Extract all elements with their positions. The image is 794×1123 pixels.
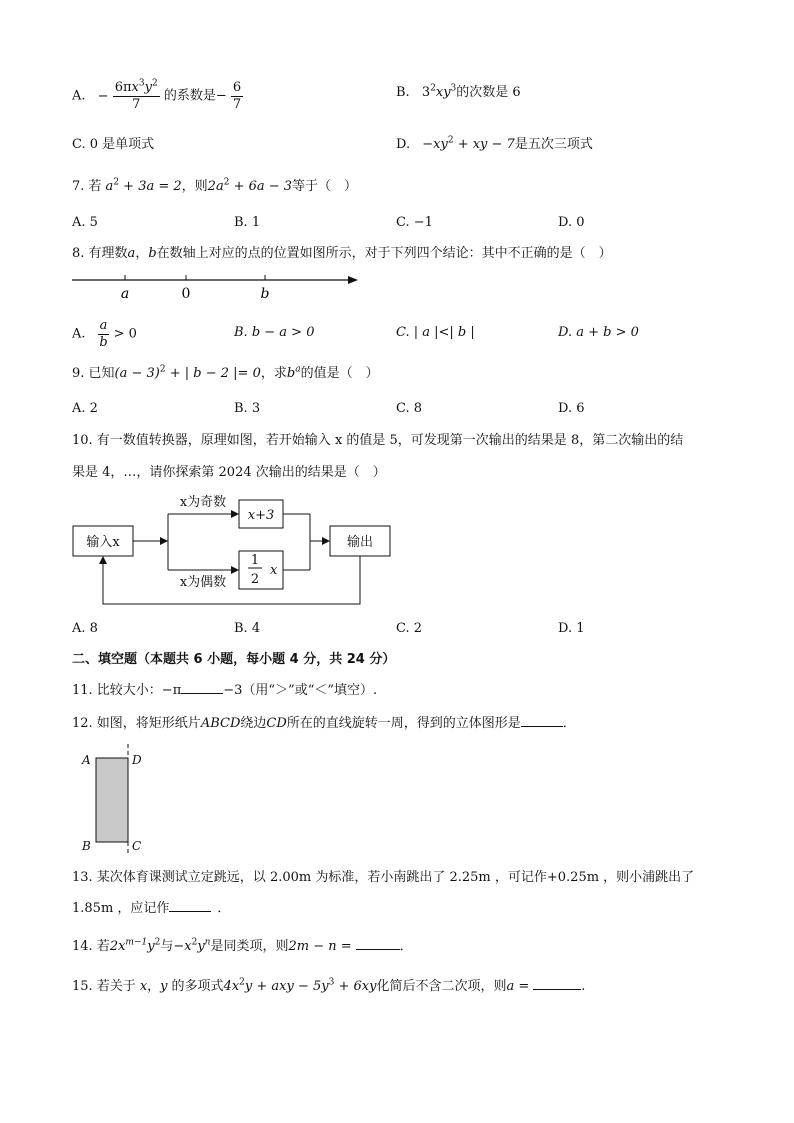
- var-x: x: [131, 80, 139, 95]
- q10-stem-line1: 10. 有一数值转换器，原理如图，若开始输入 x 的值是 5，可发现第一次输出的结果是 8，第二次输出的结: [72, 433, 684, 448]
- expr: 2a: [207, 179, 224, 194]
- denominator: b: [99, 334, 108, 350]
- expr: + 3a = 2: [119, 179, 182, 194]
- fraction: [113, 80, 160, 112]
- arrow-icon: [160, 537, 168, 545]
- q15-stem: [72, 977, 586, 994]
- var-x: x: [435, 85, 444, 100]
- q9-option-c[interactable]: C. 8: [396, 401, 423, 416]
- exponent: 2: [191, 937, 198, 948]
- exponent: m−1: [125, 937, 148, 948]
- feedback-loop: [103, 556, 360, 604]
- stem-text: ．: [399, 939, 413, 954]
- answer-blank[interactable]: [356, 949, 400, 950]
- exponent: 3: [138, 78, 145, 89]
- exponent: 2: [223, 177, 230, 188]
- expr: a =: [506, 979, 530, 994]
- arrow-icon: [231, 510, 239, 518]
- stem-text: 1.85m ，应记作: [72, 901, 170, 916]
- minus-sign: −: [215, 88, 227, 104]
- even-x: x: [270, 563, 278, 578]
- even-frac-num: 1: [250, 553, 260, 568]
- stem-text: 的值是（ ）: [300, 366, 379, 381]
- vertex-a: A: [82, 753, 91, 767]
- stem-text: 等于（ ）: [292, 179, 358, 194]
- q6-option-a[interactable]: [72, 80, 243, 112]
- numerator: 6: [232, 80, 242, 95]
- stem-text: 绕边: [240, 716, 267, 731]
- option-text: 是五次三项式: [514, 137, 593, 152]
- q10-option-a[interactable]: A. 8: [72, 621, 98, 636]
- q8-option-c[interactable]: C. | a |<| b |: [396, 325, 475, 340]
- minus-sign: −: [97, 88, 109, 104]
- var-x: x: [139, 979, 148, 994]
- stem-text: ，: [147, 979, 161, 994]
- arrow-icon: [99, 556, 107, 564]
- q9-option-a[interactable]: A. 2: [72, 401, 98, 416]
- output-label: 输出: [346, 535, 374, 550]
- q7-option-a[interactable]: A. 5: [72, 215, 98, 230]
- stem-text: ，求: [260, 366, 287, 381]
- option-label: A.: [72, 326, 86, 342]
- stem-text: ．: [562, 716, 576, 731]
- exponent: 3: [328, 977, 335, 988]
- term: 2x: [109, 939, 126, 954]
- answer-blank[interactable]: [181, 693, 223, 694]
- vertex-b: B: [82, 839, 91, 853]
- stem-text: 11. 比较大小：−π: [72, 683, 182, 698]
- option-label: B.: [396, 85, 410, 100]
- axis-label-a: a: [120, 286, 130, 302]
- relation: > 0: [113, 326, 137, 342]
- expr: (a − 3): [114, 366, 160, 381]
- numerator-coef: 6π: [114, 80, 132, 95]
- expr: y + axy − 5y: [244, 979, 329, 994]
- q7-option-d[interactable]: D. 0: [558, 215, 585, 230]
- expr: + | b − 2 |= 0: [165, 366, 261, 381]
- stem-text: 15. 若关于: [72, 979, 136, 994]
- exponent: 2: [151, 78, 158, 89]
- shape-name: ABCD: [200, 716, 241, 731]
- option-text: 的次数是 6: [456, 85, 521, 100]
- stem-text: 7. 若: [72, 179, 102, 194]
- denominator: 7: [132, 96, 141, 112]
- expr: −x: [422, 137, 441, 152]
- q8-option-d[interactable]: D. a + b > 0: [558, 325, 639, 340]
- q10-option-d[interactable]: D. 1: [558, 621, 585, 636]
- option-label: A.: [72, 88, 86, 104]
- q11-stem: [72, 684, 377, 697]
- var-y: y: [197, 939, 205, 954]
- exponent: 3: [450, 83, 457, 94]
- var-a: a: [105, 179, 114, 194]
- stem-text: −3（用“＞”或“＜”填空）.: [223, 683, 378, 698]
- q8-option-a[interactable]: [72, 318, 137, 350]
- q14-stem: [72, 937, 413, 954]
- q7-stem: [72, 177, 358, 194]
- q13-stem-line1: 13. 某次体育课测试立定跳远，以 2.00m 为标准，若小南跳出了 2.25m ，可记作+0.25m ，则小浦跳出了: [72, 870, 695, 885]
- var-a: a: [127, 246, 136, 261]
- exponent: n: [204, 937, 211, 948]
- arrow-icon: [231, 566, 239, 574]
- expr: + 6a − 3: [229, 179, 293, 194]
- var-b: b: [148, 246, 157, 261]
- expr: 2m − n =: [288, 939, 352, 954]
- q8-option-b[interactable]: B. b − a > 0: [234, 325, 315, 340]
- vertex-c: C: [132, 839, 142, 853]
- var-y: y: [147, 939, 155, 954]
- q6-option-d[interactable]: [396, 135, 593, 152]
- q9-option-d[interactable]: D. 6: [558, 401, 585, 416]
- q9-option-b[interactable]: B. 3: [234, 401, 261, 416]
- var-y: y: [440, 137, 448, 152]
- input-label: 输入x: [86, 535, 120, 550]
- section-heading: 二、填空题（本题共 6 小题，每小题 4 分，共 24 分）: [72, 652, 396, 667]
- stem-text: ，: [135, 246, 149, 261]
- odd-box-label: x+3: [247, 508, 275, 523]
- q7-option-c[interactable]: C. −1: [396, 215, 433, 230]
- exponent: 2: [447, 135, 454, 146]
- arrow-icon: [348, 276, 358, 284]
- q7-option-b[interactable]: B. 1: [234, 215, 261, 230]
- exponent: 2: [159, 364, 166, 375]
- exponent: 2: [113, 177, 120, 188]
- var-y: y: [160, 979, 168, 994]
- flow-diagram: [70, 490, 400, 610]
- exponent: 2: [154, 937, 161, 948]
- answer-blank[interactable]: [169, 911, 211, 912]
- rectangle-figure: [76, 742, 156, 856]
- option-label: D.: [396, 137, 411, 152]
- stem-text: 化简后不含二次项，则: [376, 979, 507, 994]
- even-frac-den: 2: [250, 572, 260, 587]
- stem-text: 8. 有理数: [72, 246, 128, 261]
- exponent: 2: [430, 83, 436, 94]
- stem-text: 的多项式: [171, 979, 224, 994]
- rectangle-abcd: [96, 758, 128, 842]
- exponent: 2: [239, 977, 245, 988]
- fraction: [231, 80, 243, 112]
- q13-stem-line2: [72, 902, 230, 915]
- q6-option-b[interactable]: [396, 83, 521, 100]
- vertex-d: D: [132, 753, 142, 767]
- q6-option-c[interactable]: C. 0 是单项式: [72, 137, 155, 152]
- expr: 4x: [223, 979, 240, 994]
- edge-name: CD: [266, 716, 287, 731]
- exponent: a: [295, 364, 301, 375]
- even-label: x为偶数: [179, 575, 227, 590]
- option-text: 的系数是: [163, 88, 216, 104]
- q10-option-b[interactable]: B. 4: [234, 621, 261, 636]
- denominator: 7: [232, 96, 242, 112]
- q12-stem: [72, 717, 576, 730]
- answer-blank[interactable]: [521, 726, 563, 727]
- odd-label: x为奇数: [179, 495, 227, 510]
- expr: + xy − 7: [453, 137, 515, 152]
- numerator: a: [99, 318, 108, 333]
- stem-text: ．: [217, 901, 231, 916]
- stem-text: 与: [160, 939, 174, 954]
- stem-text: 所在的直线旋转一周，得到的立体图形是: [286, 716, 521, 731]
- stem-text: 14. 若: [72, 939, 110, 954]
- q8-stem: [72, 247, 612, 260]
- arrow-icon: [322, 537, 330, 545]
- axis-label-b: b: [260, 286, 270, 302]
- var-y: y: [144, 80, 152, 95]
- answer-blank[interactable]: [533, 989, 581, 990]
- stem-text: ，则: [181, 179, 208, 194]
- var-b: b: [286, 366, 296, 381]
- base: 3: [421, 85, 431, 100]
- term: −x: [173, 939, 192, 954]
- stem-text: 9. 已知: [72, 366, 115, 381]
- stem-text: 12. 如图，将矩形纸片: [72, 716, 201, 731]
- q10-stem-line2: 果是 4，…，请你探索第 2024 次输出的结果是（ ）: [72, 465, 386, 480]
- q9-stem: [72, 364, 379, 381]
- var-y: y: [443, 85, 451, 100]
- q10-option-c[interactable]: C. 2: [396, 621, 423, 636]
- stem-text: .: [581, 979, 586, 994]
- stem-text: 是同类项，则: [210, 939, 289, 954]
- stem-text: 在数轴上对应的点的位置如图所示，对于下列四个结论：其中不正确的是（ ）: [156, 246, 612, 261]
- expr: + 6xy: [334, 979, 377, 994]
- fraction: [98, 318, 110, 350]
- axis-label-0: 0: [181, 286, 191, 302]
- number-line: [70, 268, 370, 304]
